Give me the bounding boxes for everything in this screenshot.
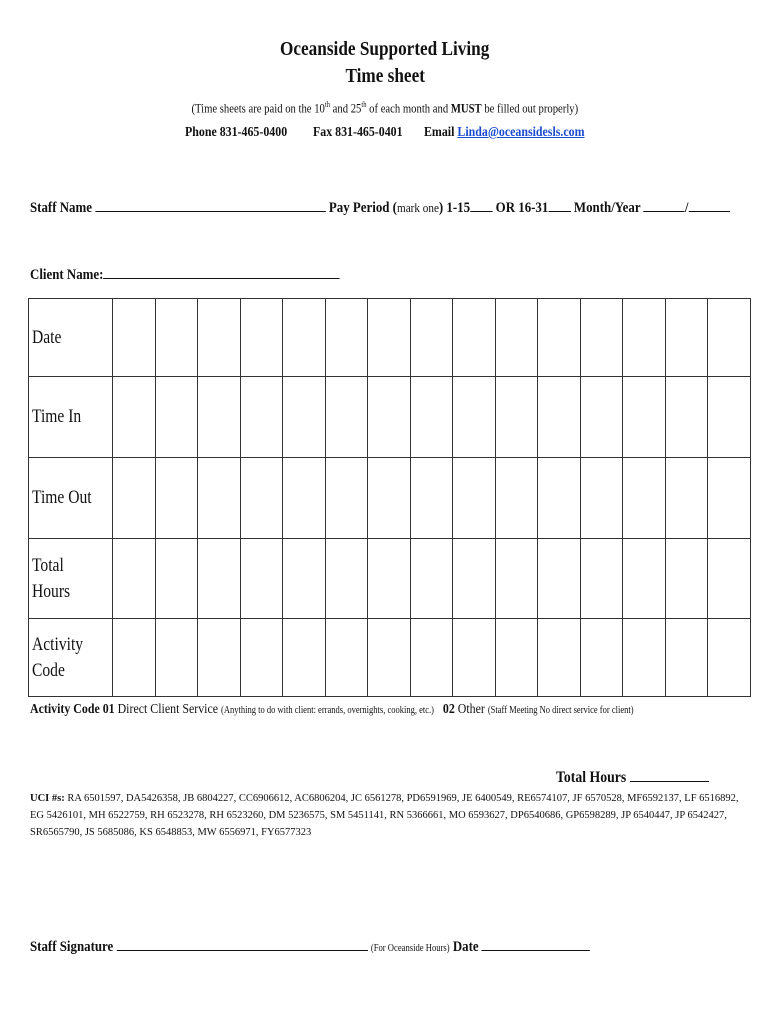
grid-cell[interactable] xyxy=(283,619,326,697)
grid-cell[interactable] xyxy=(410,299,453,377)
grid-cell[interactable] xyxy=(580,377,623,458)
grid-cell[interactable] xyxy=(538,299,581,377)
grid-cell[interactable] xyxy=(623,619,666,697)
grid-cell[interactable] xyxy=(665,458,708,539)
grid-row xyxy=(29,299,751,377)
client-name-field[interactable] xyxy=(103,264,340,279)
timesheet-grid xyxy=(28,298,751,697)
uci-numbers: UCI #s: RA 6501597, DA5426358, JB 6804227, CC6906612, AC6806204, JC 6561278, PD6591969, JE 6400549, RE6574107, JF 6570528, MF6592137, LF 6516892, EG 5426101, MH 6522759, RH 6523278, RH 6523260, DM 5236575, SM 5451141, RN 5366661, MO 6593627, DP6540686, GP6598289, JP 6540447, JP 6542427, SR6565790, JS 5685086, KS 6548853, MW 6556971, FY6577323 xyxy=(30,793,739,838)
row-label: Total Hours xyxy=(29,539,113,619)
org-title: Oceanside Supported Living xyxy=(280,38,490,60)
grid-row xyxy=(29,377,751,458)
grid-cell[interactable] xyxy=(708,458,751,539)
grid-cell[interactable] xyxy=(325,619,368,697)
signature-field[interactable] xyxy=(116,936,367,951)
row-label: Activity Code xyxy=(29,619,113,697)
grid-cell[interactable] xyxy=(113,377,156,458)
staff-name-field[interactable] xyxy=(95,197,325,212)
grid-cell[interactable] xyxy=(155,458,198,539)
signature-label: Staff Signature xyxy=(30,939,117,955)
payment-note: (Time sheets are paid on the 10th and 25th of each month and MUST be filled out properly) xyxy=(191,100,579,116)
grid-cell[interactable] xyxy=(325,299,368,377)
grid-cell[interactable] xyxy=(283,458,326,539)
fax-number: Fax 831-465-0401 xyxy=(313,125,403,140)
total-hours-line xyxy=(556,767,734,787)
grid-cell[interactable] xyxy=(708,299,751,377)
grid-cell[interactable] xyxy=(708,377,751,458)
grid-cell[interactable] xyxy=(240,299,283,377)
grid-cell[interactable] xyxy=(368,619,411,697)
grid-cell[interactable] xyxy=(495,299,538,377)
grid-cell[interactable] xyxy=(368,299,411,377)
grid-cell[interactable] xyxy=(623,539,666,619)
grid-cell[interactable] xyxy=(410,377,453,458)
grid-cell[interactable] xyxy=(240,619,283,697)
grid-cell[interactable] xyxy=(198,539,241,619)
grid-cell[interactable] xyxy=(198,299,241,377)
grid-cell[interactable] xyxy=(410,539,453,619)
grid-cell[interactable] xyxy=(453,458,496,539)
grid-cell[interactable] xyxy=(708,619,751,697)
date-field[interactable] xyxy=(482,936,590,951)
grid-cell[interactable] xyxy=(283,299,326,377)
grid-cell[interactable] xyxy=(623,299,666,377)
grid-cell[interactable] xyxy=(538,619,581,697)
client-name-line xyxy=(30,264,390,284)
grid-cell[interactable] xyxy=(453,619,496,697)
grid-cell[interactable] xyxy=(240,458,283,539)
grid-cell[interactable] xyxy=(453,377,496,458)
grid-cell[interactable] xyxy=(665,377,708,458)
grid-row xyxy=(29,539,751,619)
row-label: Time In xyxy=(29,377,113,458)
grid-cell[interactable] xyxy=(240,377,283,458)
activity-codes: Activity Code 01 Direct Client Service (Anything to do with client: errands, overnights, cooking, etc.) 02 Other (Staff Meeting No direct service for client) xyxy=(30,702,634,717)
grid-cell[interactable] xyxy=(665,619,708,697)
signature-line: Staff Signature (For Oceanside Hours) Date xyxy=(30,936,681,956)
grid-cell[interactable] xyxy=(155,299,198,377)
grid-cell[interactable] xyxy=(495,619,538,697)
grid-cell[interactable] xyxy=(410,619,453,697)
staff-pay-line: Staff Name Pay Period (mark one) 1-15 OR 16-31 Month/Year / xyxy=(30,197,770,217)
grid-row xyxy=(29,619,751,697)
grid-cell[interactable] xyxy=(155,619,198,697)
grid-cell[interactable] xyxy=(495,377,538,458)
grid-cell[interactable] xyxy=(580,619,623,697)
email-link[interactable]: Linda@oceansidesls.com xyxy=(457,125,585,140)
grid-cell[interactable] xyxy=(495,539,538,619)
grid-cell[interactable] xyxy=(283,539,326,619)
grid-cell[interactable] xyxy=(538,539,581,619)
month-field[interactable] xyxy=(644,197,685,212)
grid-cell[interactable] xyxy=(240,539,283,619)
grid-cell[interactable] xyxy=(623,458,666,539)
grid-cell[interactable] xyxy=(113,458,156,539)
grid-cell[interactable] xyxy=(155,377,198,458)
grid-cell[interactable] xyxy=(580,299,623,377)
grid-cell[interactable] xyxy=(580,458,623,539)
grid-cell[interactable] xyxy=(538,458,581,539)
pay-period-label: Pay Period ( xyxy=(328,200,397,216)
grid-cell[interactable] xyxy=(198,377,241,458)
grid-cell[interactable] xyxy=(368,539,411,619)
grid-cell[interactable] xyxy=(665,299,708,377)
period-1-15-field[interactable] xyxy=(470,197,492,212)
grid-cell[interactable] xyxy=(453,299,496,377)
grid-cell[interactable] xyxy=(453,539,496,619)
grid-cell[interactable] xyxy=(325,539,368,619)
grid-cell[interactable] xyxy=(325,458,368,539)
grid-cell[interactable] xyxy=(198,619,241,697)
grid-cell[interactable] xyxy=(368,377,411,458)
phone-number: Phone 831-465-0400 xyxy=(185,125,288,140)
grid-cell[interactable] xyxy=(580,539,623,619)
form-title: Time sheet xyxy=(345,65,425,87)
grid-cell[interactable] xyxy=(538,377,581,458)
total-hours-field[interactable] xyxy=(630,767,709,782)
grid-cell[interactable] xyxy=(113,539,156,619)
grid-cell[interactable] xyxy=(325,377,368,458)
grid-cell[interactable] xyxy=(113,619,156,697)
grid-cell[interactable] xyxy=(368,458,411,539)
email-line: Email Linda@oceansidesls.com xyxy=(424,125,585,140)
grid-cell[interactable] xyxy=(198,458,241,539)
client-name-label: Client Name: xyxy=(30,267,104,283)
period-16-31-field[interactable] xyxy=(548,197,570,212)
grid-cell[interactable] xyxy=(708,539,751,619)
staff-name-label: Staff Name xyxy=(30,200,92,216)
grid-cell[interactable] xyxy=(410,458,453,539)
grid-cell[interactable] xyxy=(665,539,708,619)
year-field[interactable] xyxy=(688,197,729,212)
row-label: Date xyxy=(29,299,113,377)
row-label: Time Out xyxy=(29,458,113,539)
grid-cell[interactable] xyxy=(113,299,156,377)
grid-cell[interactable] xyxy=(495,458,538,539)
grid-cell[interactable] xyxy=(623,377,666,458)
grid-row xyxy=(29,458,751,539)
grid-cell[interactable] xyxy=(283,377,326,458)
total-hours-label: Total Hours xyxy=(556,769,630,786)
grid-cell[interactable] xyxy=(155,539,198,619)
